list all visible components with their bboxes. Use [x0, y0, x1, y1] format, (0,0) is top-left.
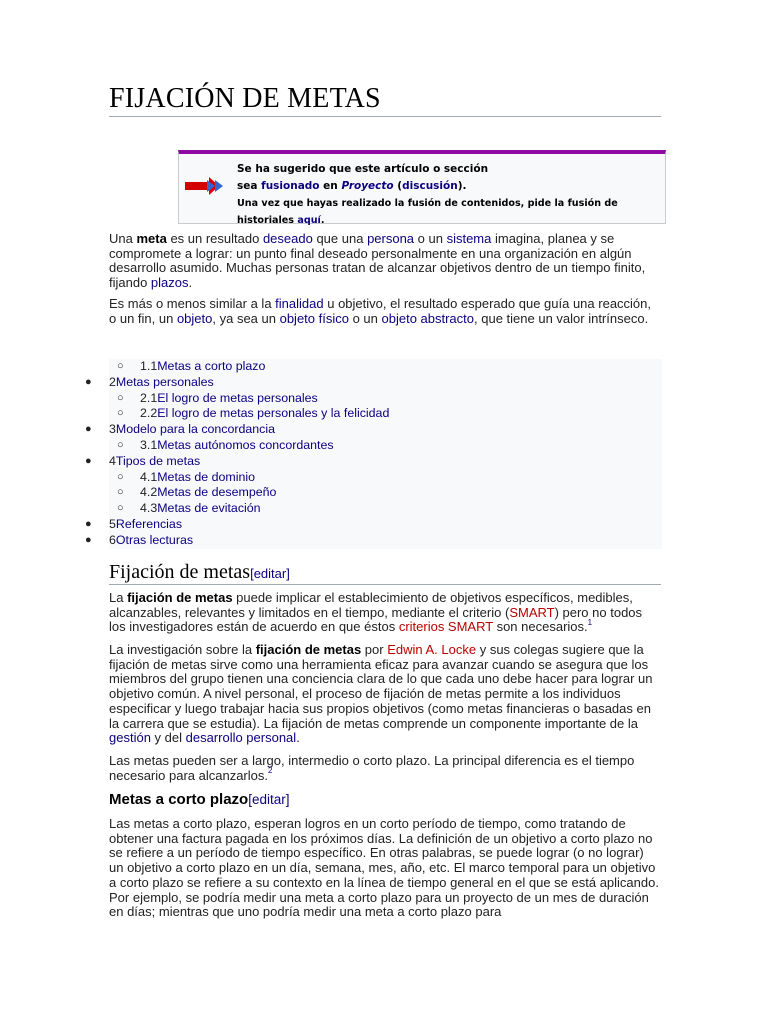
objeto-abstracto-link[interactable]: objeto abstracto: [381, 310, 475, 326]
section-title: Metas a corto plazo: [109, 791, 249, 808]
toc-link[interactable]: Metas a corto plazo: [157, 359, 266, 373]
toc-link[interactable]: Metas de dominio: [157, 469, 256, 484]
merge-arrow-icon: [185, 176, 229, 196]
section1-paragraph-3: [109, 754, 661, 783]
text: .: [188, 275, 193, 291]
toc-item[interactable]: [82, 422, 662, 438]
table-of-contents: [82, 359, 662, 549]
toc-bullet-icon: ●: [85, 517, 92, 530]
toc-number: 3: [109, 422, 116, 437]
toc-bullet-icon: ●: [85, 454, 92, 467]
criterios-smart-link[interactable]: criterios SMART: [398, 619, 493, 635]
toc-item-label[interactable]: [109, 533, 193, 549]
toc-number: 5: [109, 516, 116, 531]
section-divider: [109, 584, 661, 585]
text: , que tiene un valor intrínseco.: [474, 310, 649, 326]
section-title: Fijación de metas: [109, 561, 251, 583]
text: es un resultado: [166, 231, 263, 246]
toc-number: 2.2: [140, 406, 158, 421]
text: son necesarios.: [492, 619, 588, 635]
toc-bullet-icon: ●: [85, 423, 92, 436]
toc-sub-bullet-icon: ○: [117, 470, 124, 483]
toc-item-label[interactable]: [109, 517, 182, 533]
text: Es más o menos similar a la: [109, 296, 276, 311]
text: Una: [109, 231, 137, 246]
toc-item-label[interactable]: [140, 359, 265, 375]
text: .: [296, 730, 300, 746]
text: puede implicar el establecimiento de objetivos específicos, medibles, alcanzables, relevantes y limitados en el tiempo, mediante el criterio (: [109, 590, 633, 620]
toc-item-label[interactable]: [109, 375, 214, 391]
toc-bullet-icon: ●: [85, 375, 92, 388]
text: por: [361, 642, 388, 657]
bold-term: fijación de metas: [255, 642, 362, 657]
objeto-link[interactable]: objeto: [176, 310, 213, 326]
toc-bullet-icon: ●: [85, 533, 92, 546]
toc-item-label[interactable]: [140, 501, 261, 517]
merge-text: (: [393, 180, 403, 192]
plazos-link[interactable]: plazos: [150, 275, 189, 291]
toc-item[interactable]: [82, 517, 662, 533]
discusion-link[interactable]: discusión: [402, 180, 458, 192]
text: La: [109, 590, 128, 605]
toc-link[interactable]: Metas autónomos concordantes: [157, 437, 334, 452]
toc-number: 6: [109, 532, 116, 547]
toc-sub-bullet-icon: ○: [117, 502, 124, 515]
merge-text: ).: [457, 180, 467, 192]
toc-item[interactable]: [82, 470, 662, 486]
proyecto-link[interactable]: Proyecto: [341, 180, 394, 192]
reference-1-link[interactable]: 1: [587, 618, 593, 628]
toc-item-label[interactable]: [140, 391, 318, 407]
fusionado-link[interactable]: fusionado: [261, 180, 320, 192]
toc-item[interactable]: [82, 391, 662, 407]
merge-text: en: [319, 180, 342, 192]
toc-sub-bullet-icon: ○: [117, 360, 124, 372]
text: La investigación sobre la: [109, 642, 256, 657]
toc-item-label[interactable]: [109, 454, 200, 470]
toc-item-label[interactable]: [140, 470, 255, 486]
toc-link[interactable]: Referencias: [115, 516, 183, 531]
toc-link[interactable]: Metas personales: [115, 374, 214, 389]
gestion-link[interactable]: gestión: [109, 730, 151, 746]
toc-item-label[interactable]: [140, 438, 334, 454]
toc-number: 1.1: [140, 359, 158, 373]
text: o un: [348, 310, 382, 326]
toc-item-label[interactable]: [140, 485, 276, 501]
text: , ya sea un: [212, 310, 280, 326]
toc-sub-bullet-icon: ○: [117, 391, 124, 404]
toc-sub-bullet-icon: ○: [117, 407, 124, 420]
edwin-locke-link[interactable]: Edwin A. Locke: [387, 642, 477, 657]
intro-paragraph-1: [109, 232, 661, 291]
toc-number: 2.1: [140, 390, 158, 405]
toc-number: 4: [109, 453, 116, 468]
merge-text: Una vez que hayas realizado la fusión de contenidos, pide la fusión de historiales: [237, 198, 618, 226]
toc-link[interactable]: Tipos de metas: [115, 453, 201, 468]
edit-link[interactable]: [editar]: [248, 792, 290, 807]
finalidad-link[interactable]: finalidad: [275, 296, 324, 311]
toc-item[interactable]: [82, 359, 662, 375]
toc-link[interactable]: Modelo para la concordancia: [115, 422, 276, 437]
toc-item[interactable]: [82, 454, 662, 470]
toc-item-label[interactable]: [140, 406, 389, 422]
toc-link[interactable]: El logro de metas personales y la felicidad: [157, 406, 390, 421]
text: u objetivo, el resultado esperado que guía una reacción, o un fin, un: [109, 296, 652, 326]
merge-notice: [178, 150, 666, 224]
desarrollo-personal-link[interactable]: desarrollo personal: [185, 730, 297, 746]
text: que una: [312, 231, 368, 246]
page-title: FIJACIÓN DE METAS: [109, 83, 381, 114]
merge-text: .: [320, 215, 325, 226]
toc-item[interactable]: [82, 406, 662, 422]
text: y sus colegas sugiere que la fijación de metas sirve como una herramienta eficaz para avanzar cuando se asegura que los miembros del grupo tienen una conciencia clara de lo que cada uno debe hacer para lograr un objetivo común. A nivel personal, el proceso de fijación de metas permite a los individuos especificar y luego trabajar hacia sus propios objetivos (como metas financieras o basadas en la carrera que se estudia). La fijación de metas comprende un componente importante de la: [109, 642, 653, 731]
toc-sub-bullet-icon: ○: [117, 438, 124, 451]
aqui-link[interactable]: aquí: [297, 215, 321, 226]
toc-number: 4.2: [140, 485, 158, 500]
text: imagina, planea y se compromete a lograr: un punto final deseado personalmente en una organización en algún desarrollo asumido. Muchas personas tratan de alcanzar objetivos dentro de un tiempo finito, fijando: [109, 231, 646, 291]
toc-link[interactable]: El logro de metas personales: [157, 390, 318, 405]
section2-paragraph-1: Las metas a corto plazo, esperan logros en un corto período de tiempo, como tratando de obtener una factura pagada en los próximos días. La definición de un objetivo a corto plazo no se refiere a un período de tiempo específico. En otras palabras, se puede lograr (o no lograr) un objetivo a corto plazo en un día, semana, mes, año, etc. El marco temporal para un objetivo a corto plazo se refiere a su contexto en la línea de tiempo general en el que se está aplicando. Por ejemplo, se podría medir una meta a corto plazo para un proyecto de un mes de duración en días; mientras que uno podría medir una meta a corto plazo para: [109, 816, 659, 920]
merge-text: sea: [237, 180, 262, 192]
text: y del: [150, 730, 186, 746]
merge-notice-line1: Se ha sugerido que este artículo o sección: [237, 163, 489, 175]
toc-sub-bullet-icon: ○: [117, 486, 124, 499]
toc-link[interactable]: Otras lecturas: [115, 532, 194, 547]
persona-link[interactable]: persona: [367, 231, 415, 246]
deseado-link[interactable]: deseado: [262, 231, 313, 246]
bold-term: fijación de metas: [127, 590, 233, 605]
text: o un: [414, 231, 447, 246]
text: ) pero no todos los investigadores están de acuerdo en que éstos: [109, 604, 643, 635]
text: Las metas pueden ser a largo, intermedio o corto plazo. La principal diferencia es el tiempo necesario para alcanzarlos.: [109, 753, 635, 783]
toc-item[interactable]: [82, 533, 662, 549]
toc-number: 3.1: [140, 437, 158, 452]
toc-number: 4.3: [140, 501, 158, 516]
toc-item-label[interactable]: [109, 422, 275, 438]
toc-item[interactable]: [82, 501, 662, 517]
sistema-link[interactable]: sistema: [446, 231, 492, 246]
section-heading-fijacion: [109, 561, 661, 584]
toc-link[interactable]: Metas de evitación: [157, 501, 261, 516]
toc-item[interactable]: [82, 438, 662, 454]
section1-paragraph-2: [109, 643, 661, 746]
merge-notice-text: [237, 161, 665, 229]
toc-number: 4.1: [140, 469, 158, 484]
section-heading-corto-plazo: [109, 791, 289, 808]
reference-2-link[interactable]: 2: [267, 766, 273, 776]
edit-link[interactable]: [editar]: [250, 566, 290, 581]
smart-link[interactable]: SMART: [509, 604, 555, 620]
objeto-fisico-link[interactable]: objeto físico: [279, 310, 349, 326]
title-divider: [109, 116, 661, 117]
bold-term: meta: [136, 231, 167, 246]
toc-item[interactable]: [82, 375, 662, 391]
intro-paragraph-2: [109, 297, 661, 326]
toc-item-background: [109, 517, 662, 533]
toc-item[interactable]: [82, 485, 662, 501]
section1-paragraph-1: [109, 591, 661, 635]
toc-number: 2: [109, 374, 116, 389]
toc-link[interactable]: Metas de desempeño: [157, 485, 277, 500]
